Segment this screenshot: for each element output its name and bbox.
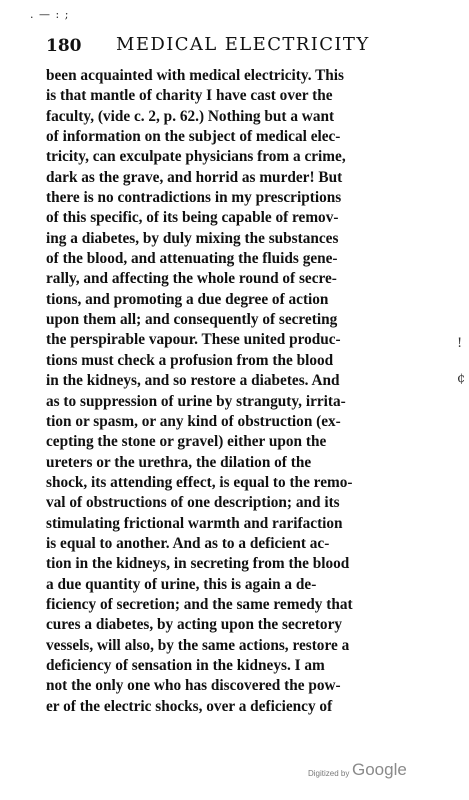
text-line: there is no contradictions in my prescriptions — [46, 189, 342, 207]
text-line: ing a diabetes, by duly mixing the substances — [46, 229, 339, 247]
text-line: faculty, (vide c. 2, p. 62.) Nothing but a want — [46, 107, 335, 125]
page-header — [46, 34, 376, 60]
text-line: in the kidneys, and so restore a diabetes. And — [46, 372, 340, 390]
text-line: er of the electric shocks, over a deficiency of — [46, 697, 333, 715]
corner-mark: . — : ; — [30, 8, 70, 21]
text-line: the perspirable vapour. These united produc- — [46, 331, 341, 349]
text-line: dark as the grave, and horrid as murder! But — [46, 168, 343, 186]
text-line: a due quantity of urine, this is again a de- — [46, 575, 317, 593]
digitized-by-label: Digitized by — [308, 769, 350, 778]
text-line: tion in the kidneys, in secreting from the blood — [46, 555, 350, 573]
text-line: tricity, can exculpate physicians from a crime, — [46, 148, 346, 166]
text-line: vessels, will also, by the same actions, restore a — [46, 636, 350, 654]
text-line: tion or spasm, or any kind of obstruction (ex- — [46, 412, 341, 430]
text-line: cures a diabetes, by acting upon the secretory — [46, 616, 343, 634]
margin-mark: ! — [457, 336, 463, 351]
text-line: stimulating frictional warmth and rarifaction — [46, 514, 343, 532]
text-line: tions must check a profusion from the blood — [46, 351, 334, 369]
google-logo: Google — [352, 760, 407, 779]
text-line: shock, its attending effect, is equal to the remo- — [46, 473, 353, 491]
text-line: not the only one who has discovered the pow- — [46, 677, 341, 695]
text-line: of the blood, and attenuating the fluids gene- — [46, 250, 338, 268]
text-line: val of obstructions of one description; and its — [46, 494, 340, 512]
text-line: as to suppression of urine by stranguty, irrita- — [46, 392, 346, 410]
margin-mark: ¢ — [457, 371, 466, 386]
digitization-footer — [308, 760, 458, 782]
text-line: is equal to another. And as to a deficient ac- — [46, 534, 330, 552]
text-line: ficiency of secretion; and the same remedy that — [46, 595, 353, 613]
text-line: tions, and promoting a due degree of action — [46, 290, 329, 308]
text-line: upon them all; and consequently of secreting — [46, 311, 338, 329]
text-line: of this specific, of its being capable of remov- — [46, 209, 339, 227]
text-line: deficiency of sensation in the kidneys. I am — [46, 656, 325, 674]
page-number: 180 — [46, 36, 82, 56]
text-line: been acquainted with medical electricity. This — [46, 67, 344, 84]
text-line: rally, and affecting the whole round of secre- — [46, 270, 337, 288]
text-line: of information on the subject of medical elec- — [46, 128, 341, 146]
body-text — [46, 66, 464, 717]
text-line: is that mantle of charity I have cast over the — [46, 87, 333, 105]
text-line: cepting the stone or gravel) either upon the — [46, 433, 327, 451]
text-line: ureters or the urethra, the dilation of the — [46, 453, 312, 471]
running-head: MEDICAL ELECTRICITY — [116, 34, 370, 55]
